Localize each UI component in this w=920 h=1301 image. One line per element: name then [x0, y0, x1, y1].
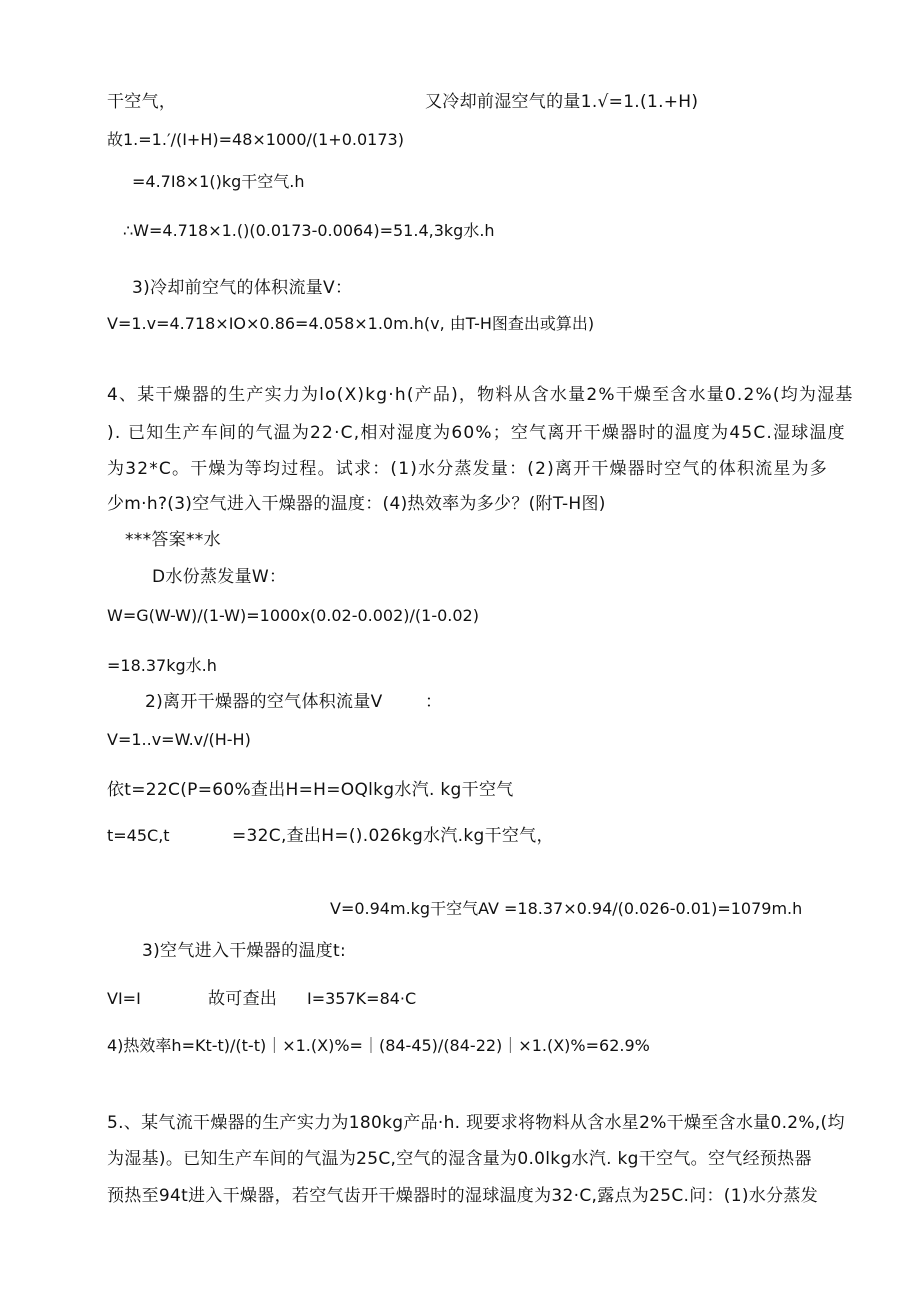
- text-line: I=357K=84·C: [307, 989, 417, 1008]
- text-line: 又冷却前湿空气的量1.√=1.(1.+H): [425, 92, 699, 112]
- question-5-line: 5.、某气流干燥器的生产实力为180kg产品·h. 现要求将物料从含水星2%干燥至含水量0.2%,(均: [107, 1113, 845, 1133]
- text-line: =4.7I8×1()kg干空气.h: [132, 172, 305, 191]
- text-line: t=45C,t: [107, 826, 170, 845]
- text-line: 2)离开干燥器的空气体积流量V: [145, 692, 383, 712]
- text-line: V=1..v=W.v/(H-H): [107, 730, 251, 749]
- text-line: =32C,查出H=().026kg水汽.kg干空气，: [232, 826, 554, 846]
- text-line: D水份蒸发量W：: [152, 567, 287, 587]
- text-line: 故1.=1.′/(I+H)=48×1000/(1+0.0173): [107, 130, 404, 149]
- text-line: 依t=22C(P=60%查出H=H=OQlkg水汽. kg干空气: [107, 780, 514, 800]
- text-line: VI=I: [107, 989, 141, 1008]
- text-line: =18.37kg水.h: [107, 656, 217, 675]
- text-line: 4)热效率h=Kt-t)/(t-t)｜×1.(X)%=｜(84-45)/(84-22)｜×1.(X)%=62.9%: [107, 1036, 650, 1055]
- question-4-line: 4、某干燥器的生产实力为lo(X)kg·h(产品)，物料从含水量2%干燥至含水量0.2%(均为湿基: [107, 385, 854, 405]
- text-line: V=1.v=4.718×IO×0.86=4.058×1.0m.h(v, 由T-H图查出或算出): [107, 314, 595, 333]
- question-4-line: 为32*C。干燥为等均过程。试求：(1)水分蒸发量：(2)离开干燥器时空气的体积流星为多: [107, 459, 828, 479]
- question-4-line: ). 已知生产车间的气温为22·C,相对湿度为60%；空气离开干燥器时的温度为45C.湿球温度: [107, 423, 846, 443]
- text-line: ∴W=4.718×1.()(0.0173-0.0064)=51.4,3kg水.h: [123, 221, 495, 240]
- question-5-line: 为湿基)。已知生产车间的气温为25C,空气的湿含量为0.0lkg水汽. kg干空气。空气经预热器: [107, 1149, 812, 1169]
- text-line: ：: [425, 692, 443, 712]
- question-4-line: 少m·h?(3)空气进入干燥器的温度：(4)热效率为多少？(附T-H图): [107, 494, 606, 514]
- text-line: 3)空气进入干燥器的温度t:: [142, 941, 347, 961]
- text-line: W=G(W-W)/(1-W)=1000x(0.02-0.002)/(1-0.02): [107, 606, 479, 625]
- text-line: 故可查出: [208, 989, 278, 1009]
- question-5-line: 预热至94t进入干燥器，若空气齿开干燥器时的湿球温度为32·C,露点为25C.问：(1)水分蒸发: [107, 1186, 818, 1206]
- answer-heading: ***答案**水: [125, 530, 221, 550]
- text-line: 干空气，: [107, 92, 177, 112]
- text-line: V=0.94m.kg干空气AV =18.37×0.94/(0.026-0.01)=1079m.h: [330, 899, 803, 918]
- text-line: 3)冷却前空气的体积流量V：: [132, 278, 353, 298]
